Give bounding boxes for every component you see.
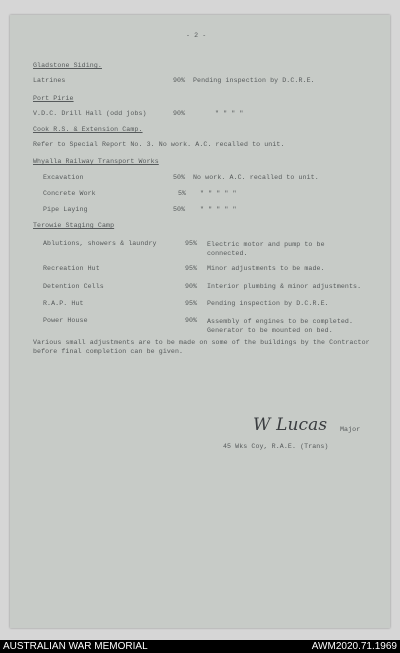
signature: W Lucas	[253, 415, 328, 435]
row-ablutions-item: Ablutions, showers & laundry	[43, 240, 157, 247]
row-latrines-pct: 90%	[173, 77, 186, 84]
row-recreation-status: Minor adjustments to be made.	[207, 265, 325, 272]
closing-note: Various small adjustments are to be made on some of the buildings by the Contractor before final completion can be given.	[33, 339, 370, 355]
footer-institution: AUSTRALIAN WAR MEMORIAL	[3, 641, 148, 652]
row-recreation-item: Recreation Hut	[43, 265, 100, 272]
row-pipe-laying-pct: 50%	[173, 206, 186, 213]
heading-port-pirie: Port Pirie	[33, 95, 74, 102]
row-excavation-item: Excavation	[43, 174, 84, 181]
heading-terowie: Terowie Staging Camp	[33, 222, 115, 229]
row-power-house-pct: 90%	[185, 317, 198, 324]
row-excavation-status: No work. A.C. recalled to unit.	[193, 174, 319, 181]
signature-rank: Major	[340, 426, 361, 433]
row-ablutions-status: Electric motor and pump to be connected.	[207, 241, 325, 257]
row-latrines-status: Pending inspection by D.C.R.E.	[193, 77, 315, 84]
heading-gladstone: Gladstone Siding.	[33, 62, 102, 69]
row-pipe-laying-status: " " " " "	[200, 206, 237, 213]
row-rap-hut-item: R.A.P. Hut	[43, 300, 84, 307]
row-detention-item: Detention Cells	[43, 283, 104, 290]
heading-whyalla: Whyalla Railway Transport Works	[33, 158, 159, 165]
row-recreation-pct: 95%	[185, 265, 198, 272]
archive-footer	[0, 640, 400, 653]
document-page	[10, 15, 390, 628]
row-latrines-item: Latrines	[33, 77, 66, 84]
cook-note: Refer to Special Report No. 3. No work. A.C. recalled to unit.	[33, 141, 285, 148]
row-power-house-status: Assembly of engines to be completed. Generator to be mounted on bed.	[207, 318, 354, 334]
row-power-house-item: Power House	[43, 317, 88, 324]
row-excavation-pct: 50%	[173, 174, 186, 181]
heading-cook: Cook R.S. & Extension Camp.	[33, 126, 143, 133]
row-detention-status: Interior plumbing & minor adjustments.	[207, 283, 362, 290]
row-detention-pct: 90%	[185, 283, 198, 290]
row-drill-hall-pct: 90%	[173, 110, 186, 117]
row-rap-hut-status: Pending inspection by D.C.R.E.	[207, 300, 329, 307]
row-drill-hall-status: " " " "	[215, 110, 244, 117]
row-pipe-laying-item: Pipe Laying	[43, 206, 88, 213]
row-concrete-status: " " " " "	[200, 190, 237, 197]
row-rap-hut-pct: 95%	[185, 300, 198, 307]
signature-unit: 45 Wks Coy, R.A.E. (Trans)	[223, 443, 329, 450]
footer-accession-number: AWM2020.71.1969	[311, 641, 397, 652]
row-concrete-pct: 5%	[178, 190, 187, 197]
row-drill-hall-item: V.D.C. Drill Hall (odd jobs)	[33, 110, 147, 117]
row-ablutions-pct: 95%	[185, 240, 198, 247]
row-concrete-item: Concrete Work	[43, 190, 96, 197]
page-number: - 2 -	[186, 32, 207, 39]
